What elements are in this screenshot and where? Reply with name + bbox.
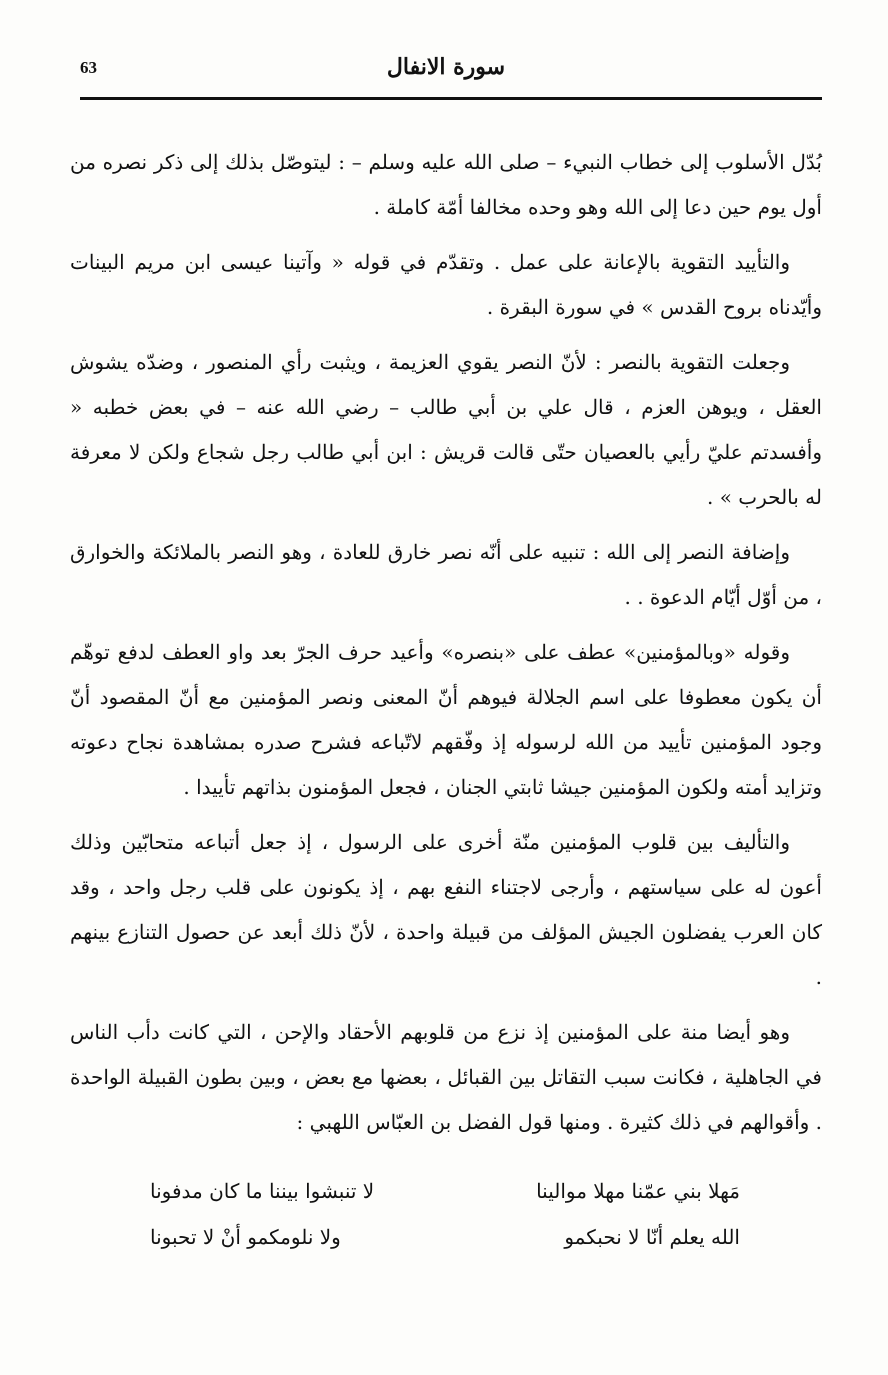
page-header <box>70 52 822 92</box>
verse-second-hemistich: لا تنبشوا بيننا ما كان مدفونا <box>150 1179 375 1203</box>
poem-verses <box>150 1168 740 1260</box>
verse-first-hemistich: مَهلا بني عمّنا مهلا موالينا <box>536 1179 740 1203</box>
paragraph: والتأييد التقوية بالإعانة على عمل . وتقدّم في قوله « وآتينا عيسى ابن مريم البينات وأيّدناه بروح القدس » في سورة البقرة . <box>70 250 822 319</box>
verse-line <box>150 1168 740 1214</box>
paragraph: وهو أيضا منة على المؤمنين إذ نزع من قلوبهم الأحقاد والإحن ، التي كانت دأب الناس في الجاهلية ، فكانت سبب التقاتل بين القبائل ، بعضها مع بعض ، وبين بطون القبيلة الواحدة . وأقوالهم في ذلك كثيرة . ومنها قول الفضل بن العبّاس اللهبي : <box>70 1020 822 1134</box>
verse-line <box>150 1214 740 1260</box>
verse-first-hemistich: الله يعلم أنّا لا نحبكمو <box>564 1225 740 1249</box>
paragraph: والتأليف بين قلوب المؤمنين منّة أخرى على الرسول ، إذ جعل أتباعه متحابّين وذلك أعون له على سياستهم ، وأرجى لاجتناء النفع بهم ، إذ يكونون على قلب رجل واحد ، وقد كان العرب يفضلون الجيش المؤلف من قبيلة واحدة ، لأنّ ذلك أبعد عن حصول التنازع بينهم . <box>70 830 822 989</box>
header-rule <box>80 97 822 100</box>
paragraph: وإضافة النصر إلى الله : تنبيه على أنّه نصر خارق للعادة ، وهو النصر بالملائكة والخوارق ، من أوّل أيّام الدعوة . . <box>70 540 822 609</box>
running-title: سورة الانفال <box>386 54 506 80</box>
paragraph: وقوله «وبالمؤمنين» عطف على «بنصره» وأعيد حرف الجرّ بعد واو العطف لدفع توهّم أن يكون معطوفا على اسم الجلالة فيوهم أنّ المعنى ونصر المؤمنين مع أنّ المقصود أنّ وجود المؤمنين تأييد من الله لرسوله إذ وفّقهم لاتّباعه فشرح صدره بمشاهدة نجاح دعوته وتزايد أمته ولكون المؤمنين جيشا ثابتي الجنان ، فجعل المؤمنون بذاتهم تأييدا . <box>70 640 822 799</box>
paragraph: وجعلت التقوية بالنصر : لأنّ النصر يقوي العزيمة ، ويثبت رأي المنصور ، وضدّه يشوش العقل ، ويوهن العزم ، قال علي بن أبي طالب – رضي الله عنه – في بعض خطبه « وأفسدتم عليّ رأيي بالعصيان حتّى قالت قريش : ابن أبي طالب رجل شجاع ولكن لا معرفة له بالحرب » . <box>70 350 822 509</box>
paragraph: بُدّل الأسلوب إلى خطاب النبيء – صلى الله عليه وسلم – : ليتوصّل بذلك إلى ذكر نصره من أول يوم حين دعا إلى الله وهو وحده مخالفا أمّة كاملة . <box>70 150 822 219</box>
body-text <box>70 140 822 1155</box>
verse-second-hemistich: ولا نلومكمو أنْ لا تحبونا <box>150 1225 341 1249</box>
page-number: 63 <box>80 58 97 77</box>
